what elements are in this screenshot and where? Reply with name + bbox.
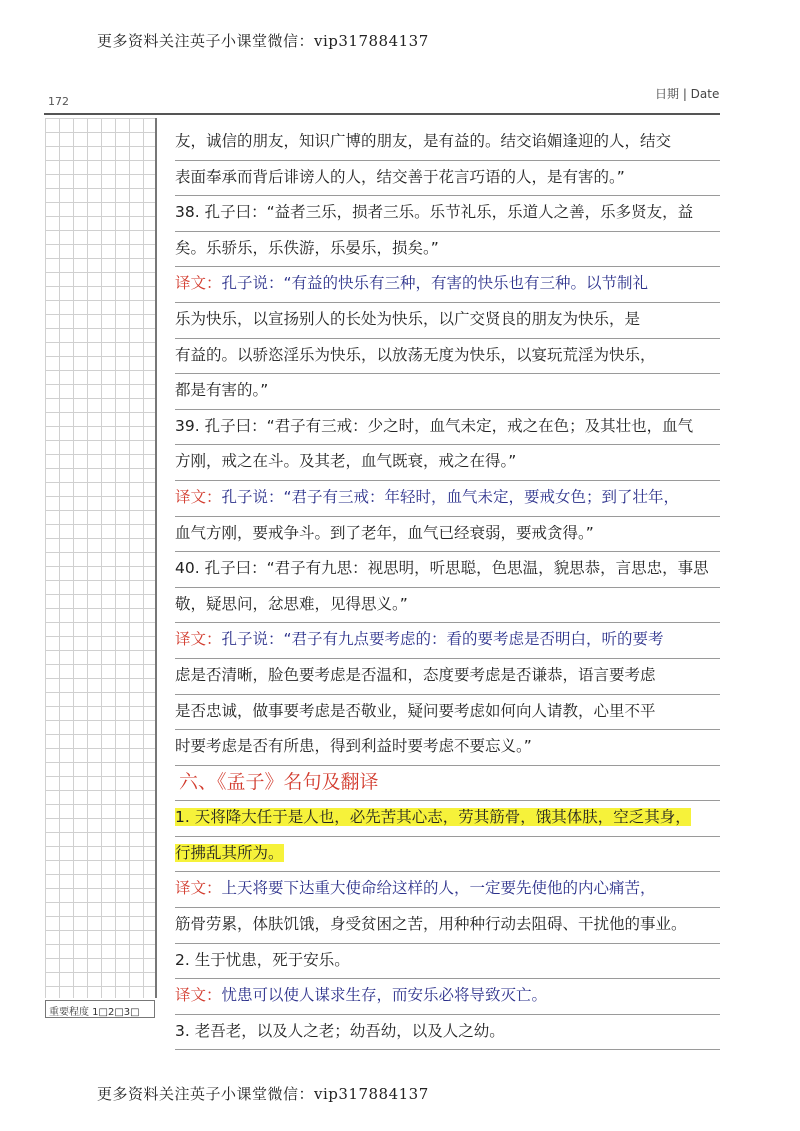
line-text: 虑是否清晰，脸色要考虑是否温和，态度要考虑是否谦恭，语言要考虑	[175, 665, 656, 684]
notebook-line	[175, 517, 720, 553]
notebook-line	[175, 125, 720, 161]
notebook-line	[175, 588, 720, 624]
importance-rating: 重要程度 1□2□3□	[45, 1000, 155, 1018]
notebook-line	[175, 623, 720, 659]
line-text: 血气方刚，要戒争斗。到了老年，血气已经衰弱，要戒贪得。”	[175, 523, 594, 542]
watermark-bottom: 更多资料关注英子小课堂微信：vip317884137	[97, 1085, 429, 1103]
line-text: 友，诚信的朋友，知识广博的朋友，是有益的。结交谄媚逢迎的人，结交	[175, 132, 672, 150]
line-text: 忧患可以使人谋求生存，而安乐必将导致灭亡。	[221, 986, 548, 1005]
line-text: 行拂乱其所为。	[175, 843, 284, 862]
notebook-line	[175, 339, 720, 375]
line-text: 39. 孔子曰：“君子有三戒：少之时，血气未定，戒之在色；及其壮也，血气	[175, 416, 694, 435]
line-text: 2. 生于忧患，死于安乐。	[175, 950, 350, 969]
date-label: 日期 | Date	[655, 87, 720, 101]
translation-tag: 译文：	[175, 879, 222, 898]
top-rule	[44, 113, 720, 115]
notebook-line	[175, 659, 720, 695]
line-text: 乐为快乐，以宣扬别人的长处为快乐，以广交贤良的朋友为快乐，是	[175, 309, 641, 328]
notebook-line	[175, 196, 720, 232]
line-text: 敬，疑思问，忿思难，见得思义。”	[175, 594, 408, 613]
page-number: 172	[48, 95, 69, 108]
line-text: 时要考虑是否有所患，得到利益时要考虑不要忘义。”	[175, 737, 532, 756]
line-text: 表面奉承而背后诽谤人的人，结交善于花言巧语的人，是有害的。”	[175, 167, 625, 186]
line-text: 矣。乐骄乐，乐佚游，乐晏乐，损矣。”	[175, 238, 439, 257]
line-text: 孔子说：“君子有九点要考虑的：看的要考虑是否明白，听的要考	[221, 630, 664, 649]
notebook-line	[175, 267, 720, 303]
notebook-line	[175, 801, 720, 837]
line-text: 方刚，戒之在斗。及其老，血气既衰，戒之在得。”	[175, 452, 517, 471]
line-text: 孔子说：“有益的快乐有三种，有害的快乐也有三种。以节制礼	[221, 274, 649, 293]
section-heading: 六、《孟子》名句及翻译	[175, 766, 720, 802]
line-text: 是否忠诚，做事要考虑是否敬业，疑问要考虑如何向人请教，心里不平	[175, 701, 656, 720]
notebook-line	[175, 695, 720, 731]
margin-grid	[45, 118, 157, 998]
notebook-line	[175, 303, 720, 339]
notebook-line	[175, 872, 720, 908]
notebook-line	[175, 944, 720, 980]
line-text: 3. 老吾老，以及人之老；幼吾幼，以及人之幼。	[175, 1021, 505, 1040]
notebook-line	[175, 232, 720, 268]
line-text: 孔子说：“君子有三戒：年轻时，血气未定，要戒女色；到了壮年，	[221, 487, 680, 506]
notebook-line	[175, 552, 720, 588]
notebook-content	[175, 125, 720, 1050]
notebook-line	[175, 445, 720, 481]
notebook-line	[175, 410, 720, 446]
line-text: 有益的。以骄恣淫乐为快乐，以放荡无度为快乐，以宴玩荒淫为快乐，	[175, 345, 656, 364]
translation-tag: 译文：	[175, 986, 222, 1005]
line-text: 38. 孔子曰：“益者三乐，损者三乐。乐节礼乐，乐道人之善，乐多贤友，益	[175, 203, 694, 222]
notebook-line	[175, 481, 720, 517]
notebook-line	[175, 730, 720, 766]
line-text: 40. 孔子曰：“君子有九思：视思明，听思聪，色思温，貌思恭，言思忠，事思	[175, 559, 709, 578]
notebook-line	[175, 979, 720, 1015]
watermark-top: 更多资料关注英子小课堂微信：vip317884137	[97, 32, 429, 50]
translation-tag: 译文：	[175, 274, 222, 293]
line-text: 上天将要下达重大使命给这样的人，一定要先使他的内心痛苦，	[221, 879, 656, 898]
line-text: 1. 天将降大任于是人也，必先苦其心志，劳其筋骨，饿其体肤，空乏其身，	[175, 808, 691, 827]
notebook-line	[175, 908, 720, 944]
translation-tag: 译文：	[175, 630, 222, 649]
notebook-line	[175, 161, 720, 197]
line-text: 筋骨劳累，体肤饥饿，身受贫困之苦，用种种行动去阻碍、干扰他的事业。	[175, 915, 687, 934]
notebook-line	[175, 374, 720, 410]
line-text: 都是有害的。”	[175, 381, 269, 400]
notebook-line	[175, 837, 720, 873]
notebook-line	[175, 1015, 720, 1051]
translation-tag: 译文：	[175, 487, 222, 506]
